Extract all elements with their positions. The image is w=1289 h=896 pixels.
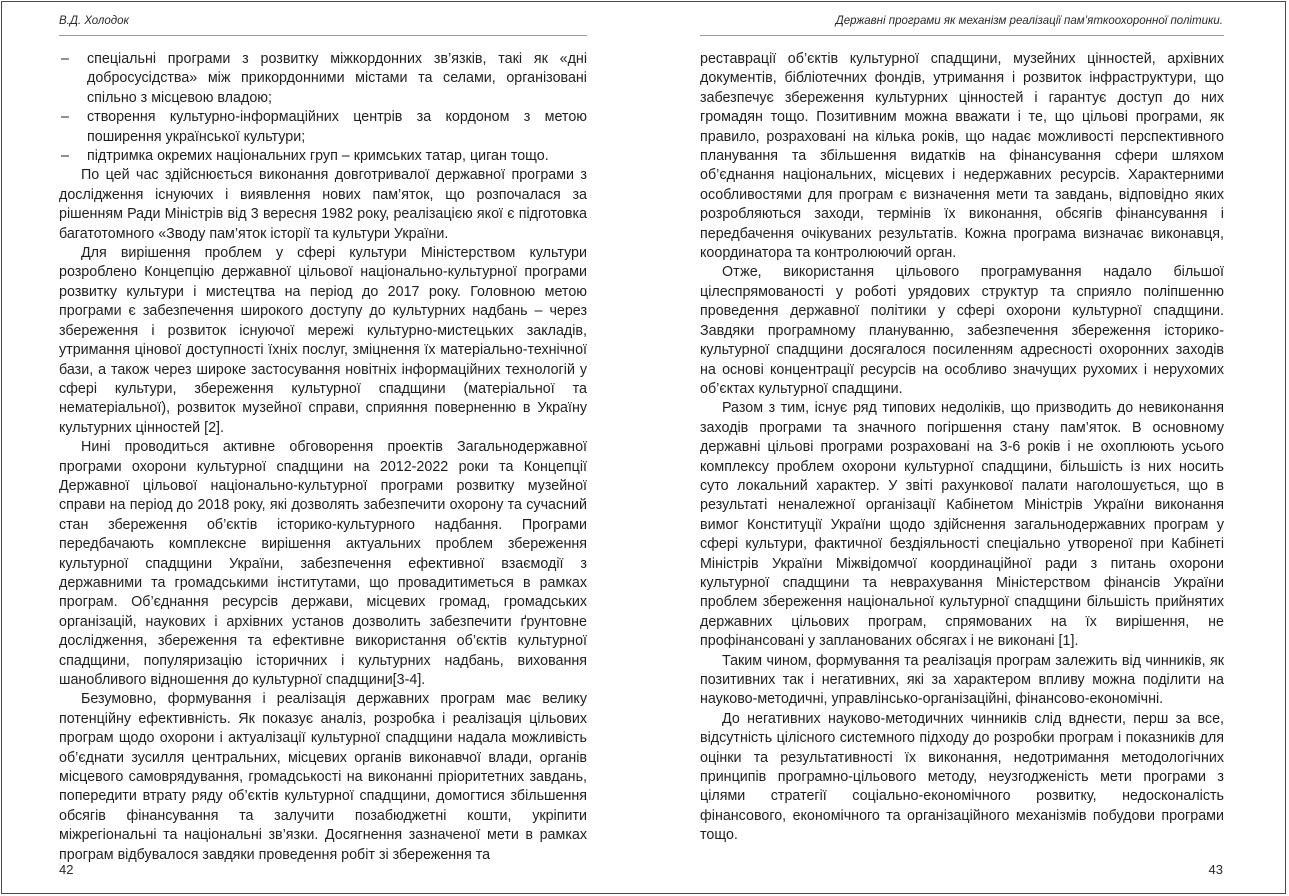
paragraph: До негативних науково-методичних чинників слід вднести, перш за все, відсутність цілісного системного підходу до розробки програм і показників для оцінки та результативності їх виконання, недотримання методологічних принципів програмно-цільового методу, неузгодженість мети програми з цілями стратегії соціально-економічного розвитку, недосконалість фінансового, економічного та організаційного механізмів побудови програми тощо. xyxy=(700,710,1224,844)
bullet-list xyxy=(59,50,587,166)
paragraph: Отже, використання цільового програмування надало більшої цілеспрямованості у роботі урядових структур та сприяло поліпшенню проведення державної політики у сфері охорони культурної спадщини. Завдяки програмному плануванню, забезпечення збереження історико-культурної спадщини досягалося посиленням адресності охоронних заходів на основі концентрації ресурсів на особливо значущих рухомих і нерухомих об’єктах культурної спадщини. xyxy=(700,264,1224,397)
paragraph: Для вирішення проблем у сфері культури Міністерством культури розроблено Концепцію державної цільової національно-культурної програми розвитку культури і мистецтва на період до 2017 року. Головною метою програми є забезпечення широкого доступу до культурних надбань – через збереження і розвиток існуючої мережі культурно-мистецьких закладів, утримання цінової доступності їхніх послуг, зміцнення їх матеріально-технічної бази, а також через широке застосування новітніх інформаційних технологій у сфері культури, збереження культурної спадщини (матеріальної та нематеріальної), розвиток музейної справи, сприяння поверненню в Україну культурних цінностей [2]. xyxy=(59,245,587,436)
left-page xyxy=(2,2,644,893)
book-spread xyxy=(1,1,1286,894)
list-item xyxy=(59,108,587,147)
paragraph: Таким чином, формування та реалізація програм залежить від чинників, як позитивних так і негативних, які за характером впливу можна поділити на науково-методичні, управлінсько-організаційні, фінансово-економічні. xyxy=(700,652,1224,708)
paragraph: Разом з тим, існує ряд типових недоліків, що призводить до невиконання заходів програми та значного погіршення стану пам’яток. В основному державні цільові програми розраховані на 3-6 років і не охоплюють усього комплексу проблем охорони культурної спадщини, більшість із них носить суто локальний характер. У звіті рахункової палати наголошується, що в результаті неналежної організації Кабінетом Міністрів України виконання вимог Конституції України щодо здійснення загальнодержавних програм у сфері культури, фактичної бездіяльності спеціально утвореної при Кабінеті Міністрів України Міжвідомчої координаційної ради з питань охорони культурної спадщини та неврахування Міністерством фінансів України проблем збереження національної культурної спадщини більшість прийнятих державних цільових програм, спрямованих на їх вирішення, не профінансовані у запланованих обсягах і не виконані [1]. xyxy=(700,400,1224,650)
right-running-header: Державні програми як механізм реалізації пам’яткоохоронної політики. xyxy=(835,15,1223,27)
list-item-text: підтримка окремих національних груп – кримських татар, циган тощо. xyxy=(87,148,549,165)
left-header-rule xyxy=(59,35,587,36)
left-running-header: В.Д. Холодок xyxy=(59,15,129,27)
continued-paragraph: реставрації об’єктів культурної спадщини, музейних цінностей, архівних документів, бібліотечних фондів, утримання і розвиток інфраструктури, що забезпечує збереження культурних цінностей і гарантує доступ до них громадян тощо. Позитивним можна вважати і те, що цільові програми, як правило, розраховані на кілька років, що надає можливості перспективного планування та збільшення видатків на фінансування сфери шляхом об’єднання національних, місцевих і недержавних ресурсів. Характерними особливостями для програм є визначення мети та завдань, відповідно яких розробляються заходи, термінів їх виконання, обсягів фінансування і передбачення очікуваних результатів. Кожна програма визначає виконавця, координатора та контролюючий орган. xyxy=(700,51,1224,262)
paragraph: Безумовно, формування і реалізація державних програм має велику потенційну ефективність. Як показує аналіз, розробка і реалізація цільових програм щодо охорони і актуалізації культурної спадщини надала можливість об’єднати зусилля центральних, місцевих органів виконавчої влади, органів місцевого самоврядування, громадськості на виконанні пріоритетних завдань, попередити втрату ряду об’єктів культурної спадщини, домогтися збільшення обсягів фінансування та залучити позабюджетні кошти, укріпити міжрегіональні та національні зв’язки. Досягнення зазначеної мети в рамках програм відбувалося завдяки проведення робіт зі збереження та xyxy=(59,691,587,863)
list-item xyxy=(59,50,587,108)
right-page-number: 43 xyxy=(1208,862,1223,877)
left-page-number: 42 xyxy=(59,862,74,877)
right-page xyxy=(644,2,1286,893)
left-body-text xyxy=(59,50,587,865)
list-dash: – xyxy=(61,51,69,67)
list-item-text: спеціальні програми з розвитку міжкордонних зв’язків, такі як «дні добросусідства» між прикордонними містами та селами, організовані спільно з місцевою владою; xyxy=(87,51,587,106)
right-body-text xyxy=(700,50,1224,846)
list-dash: – xyxy=(61,109,69,126)
paragraph: По цей час здійснюється виконання довготривалої державної програми з дослідження існуючих і виявлення нових пам’яток, що розпочалася за рішенням Ради Міністрів від 3 вересня 1982 року, реалізацією якої є підготовка багатотомного «Зводу пам’яток історії та культури України. xyxy=(59,167,587,242)
list-dash: – xyxy=(61,148,69,165)
paragraph: Нині проводиться активне обговорення проектів Загальнодержавної програми охорони культурної спадщини на 2012-2022 роки та Концепції Державної цільової національно-культурної програми розвитку музейної справи на період до 2018 року, які дозволять забезпечити охорону та сучасний стан збереження об’єктів історико-культурного надбання. Програми передбачають комплексне вирішення актуальних проблем збереження культурної спадщини України, забезпечення ефективної взаємодії з державними та громадськими інститутами, що провадитиметься в рамках програм. Об’єднання ресурсів держави, місцевих громад, громадських організацій, наукових і архівних установ дозволить забезпечити ґрунтовне дослідження, збереження та ефективне використання об’єктів культурної спадщини, популяризацію історичних і культурних надбань, виховання шанобливого відношення до культурної спадщини[3-4]. xyxy=(59,439,587,688)
list-item-text: створення культурно-інформаційних центрів за кордоном з метою поширення української культури; xyxy=(87,109,587,145)
right-header-rule xyxy=(700,35,1224,36)
list-item xyxy=(59,147,587,166)
